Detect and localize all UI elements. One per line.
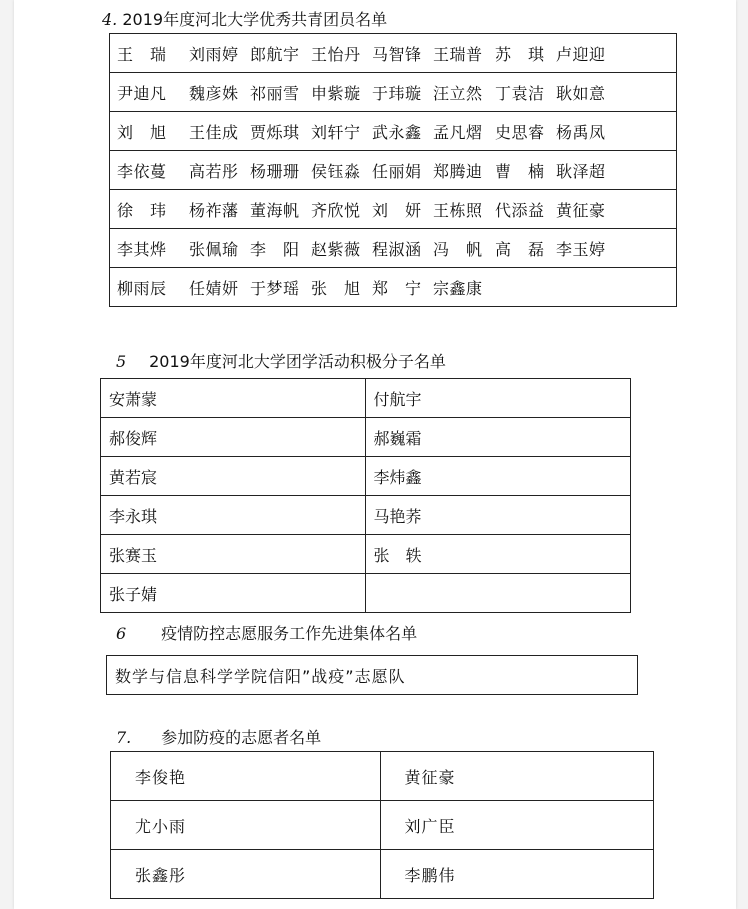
member-name: 张 轶	[365, 535, 631, 574]
member-name: 王栋照	[433, 200, 483, 220]
section-6-table	[106, 655, 638, 695]
member-name: 冯 帆	[433, 239, 483, 259]
member-name: 郑 宁	[372, 278, 422, 298]
table-row	[101, 418, 631, 457]
member-name: 任婧妍	[189, 278, 239, 298]
member-name: 侯钰淼	[311, 161, 361, 181]
member-name: 武永鑫	[372, 122, 422, 142]
member-name: 杨祚藩	[189, 200, 239, 220]
member-name: 张 旭	[311, 278, 361, 298]
member-name: 付航宇	[365, 379, 631, 418]
member-name: 安萧蒙	[101, 379, 366, 418]
member-name: 代添益	[495, 200, 545, 220]
section-6-entry: 数学与信息科学学院信阳”战疫”志愿队	[107, 656, 638, 695]
member-name: 刘雨婷	[189, 44, 239, 64]
member-name: 李其烨	[117, 239, 167, 259]
table-row	[110, 112, 677, 151]
section-6-heading	[116, 624, 417, 644]
section-5-table	[100, 378, 631, 613]
table-cell	[110, 151, 677, 190]
member-name: 李永琪	[101, 496, 366, 535]
section-7-heading	[116, 728, 321, 748]
member-name: 高 磊	[495, 239, 545, 259]
member-name: 李炜鑫	[365, 457, 631, 496]
member-name: 张赛玉	[101, 535, 366, 574]
table-row	[110, 229, 677, 268]
section-7-title: 参加防疫的志愿者名单	[161, 728, 322, 747]
table-cell	[110, 268, 677, 307]
section-7-table	[110, 751, 654, 899]
member-name: 李 阳	[250, 239, 300, 259]
member-name: 刘轩宁	[311, 122, 361, 142]
member-name: 丁袁洁	[495, 83, 545, 103]
member-name: 郑腾迪	[433, 161, 483, 181]
member-name: 程淑涵	[372, 239, 422, 259]
member-name: 杨禹凤	[556, 122, 606, 142]
member-name: 曹 楠	[495, 161, 545, 181]
member-name: 魏彦姝	[189, 83, 239, 103]
member-name: 耿泽超	[556, 161, 606, 181]
member-name: 郝巍霜	[365, 418, 631, 457]
member-name: 赵紫薇	[311, 239, 361, 259]
member-name: 李俊艳	[111, 752, 381, 801]
section-5-heading	[116, 352, 446, 372]
member-name: 贾烁琪	[250, 122, 300, 142]
member-name: 祁丽雪	[250, 83, 300, 103]
section-6-title: 疫情防控志愿服务工作先进集体名单	[161, 624, 418, 643]
section-4-number: 4.	[102, 10, 118, 29]
table-cell	[110, 190, 677, 229]
table-row	[101, 535, 631, 574]
member-name: 李鹏伟	[380, 850, 654, 899]
section-5-number: 5	[116, 352, 127, 371]
member-name: 张鑫彤	[111, 850, 381, 899]
table-cell	[110, 34, 677, 73]
table-row	[111, 752, 654, 801]
document-page	[14, 0, 736, 909]
member-name: 董海帆	[250, 200, 300, 220]
member-name: 刘 旭	[117, 122, 167, 142]
member-name: 史思睿	[495, 122, 545, 142]
section-7-number: 7.	[116, 728, 132, 747]
member-name: 尹迪凡	[117, 83, 167, 103]
section-4-title: 2019年度河北大学优秀共青团员名单	[122, 10, 388, 29]
table-row	[110, 73, 677, 112]
table-row	[110, 268, 677, 307]
table-cell	[110, 73, 677, 112]
member-name: 黄征豪	[380, 752, 654, 801]
member-name: 卢迎迎	[556, 44, 606, 64]
member-name: 申紫璇	[311, 83, 361, 103]
member-name: 徐 玮	[117, 200, 167, 220]
member-name: 宗鑫康	[433, 278, 483, 298]
member-name: 杨珊珊	[250, 161, 300, 181]
member-name: 王 瑞	[117, 44, 167, 64]
member-name: 王怡丹	[311, 44, 361, 64]
member-name: 高若彤	[189, 161, 239, 181]
member-name: 张子婧	[101, 574, 366, 613]
member-name: 黄征豪	[556, 200, 606, 220]
member-name: 李依蔓	[117, 161, 167, 181]
member-name: 刘 妍	[372, 200, 422, 220]
table-cell	[110, 112, 677, 151]
member-name: 李玉婷	[556, 239, 606, 259]
table-cell	[110, 229, 677, 268]
member-name: 柳雨辰	[117, 278, 167, 298]
table-row	[101, 379, 631, 418]
table-row	[111, 801, 654, 850]
table-row	[101, 457, 631, 496]
member-name: 郝俊辉	[101, 418, 366, 457]
section-6-number: 6	[116, 624, 127, 643]
section-4-heading	[102, 10, 387, 30]
table-row	[101, 496, 631, 535]
table-row	[107, 656, 638, 695]
table-row	[110, 34, 677, 73]
member-name: 王佳成	[189, 122, 239, 142]
member-name: 孟凡熠	[433, 122, 483, 142]
member-name: 耿如意	[556, 83, 606, 103]
table-row	[101, 574, 631, 613]
member-name: 张佩瑜	[189, 239, 239, 259]
member-name: 汪立然	[433, 83, 483, 103]
table-row	[110, 190, 677, 229]
member-name: 于梦瑶	[250, 278, 300, 298]
member-name: 任丽娟	[372, 161, 422, 181]
member-name: 于玮璇	[372, 83, 422, 103]
member-name: 尤小雨	[111, 801, 381, 850]
member-name: 齐欣悦	[311, 200, 361, 220]
table-row	[111, 850, 654, 899]
member-name: 马艳荞	[365, 496, 631, 535]
member-name: 刘广臣	[380, 801, 654, 850]
member-name: 苏 琪	[495, 44, 545, 64]
section-5-title: 2019年度河北大学团学活动积极分子名单	[149, 352, 446, 371]
table-row	[110, 151, 677, 190]
member-name: 郎航宇	[250, 44, 300, 64]
member-name: 王瑞普	[433, 44, 483, 64]
member-name	[365, 574, 631, 613]
section-4-table	[109, 33, 677, 307]
member-name: 马智锋	[372, 44, 422, 64]
member-name: 黄若宸	[101, 457, 366, 496]
